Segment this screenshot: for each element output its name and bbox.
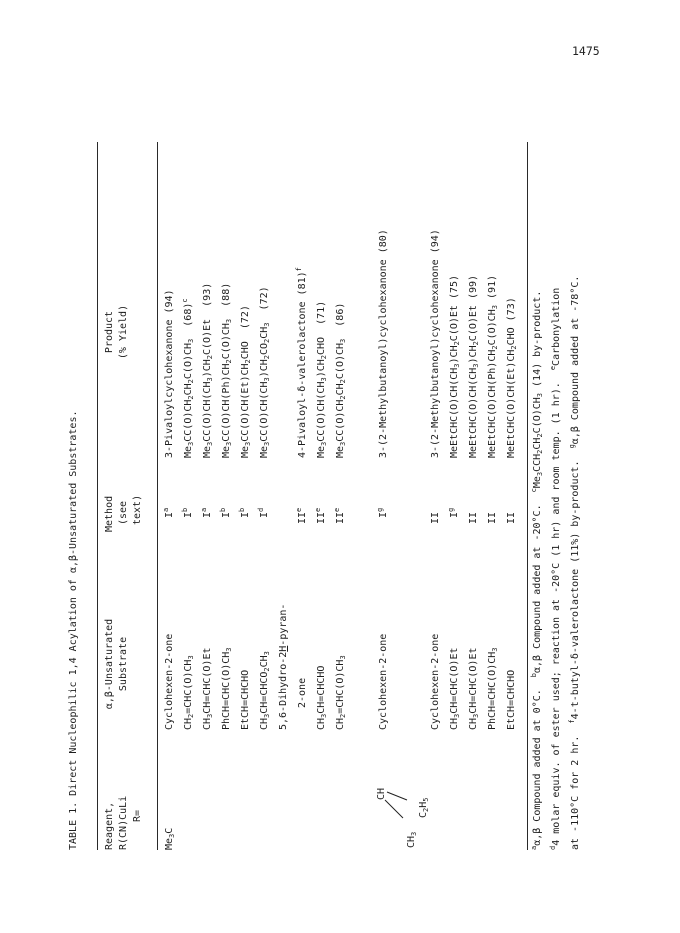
product-cell: $Me_3CC(O)CH_2CH_2C(O)CH_3$ $(68)^c$ xyxy=(181,298,195,458)
substrate-cell-cont: 2-one xyxy=(297,677,308,708)
substrate-cell: 5,6-Dihydro-2H-pyran- xyxy=(278,603,289,730)
product-cell: 4-Pivaloyl-δ-valerolactone $(81)^f$ xyxy=(295,267,308,458)
product-cell: 3-Pivaloylcyclohexanone (94) xyxy=(164,289,175,458)
product-cell: 3-(2-Methylbutanoyl)cyclohexanone (80) xyxy=(378,229,389,458)
method-cell: IIe xyxy=(295,507,308,524)
method-cell: II xyxy=(468,511,479,524)
substrate-cell: Cyclohexen-2-one xyxy=(430,633,441,730)
product-cell: $Me_3CC(O)CH(CH_3)CH_2CHO$ (71) xyxy=(316,300,328,458)
method-cell: $I^b$ xyxy=(238,507,251,518)
rotated-table xyxy=(65,90,585,850)
substrate-cell: $CH_3CH=CHC(O)Et$ xyxy=(449,647,461,730)
substrate-cell: Cyclohexen-2-one xyxy=(164,633,175,730)
product-cell: $Me_3CC(O)CH(CH_3)CH_2C(O)Et$ (93) xyxy=(202,282,214,458)
product-cell: $Me_3CC(O)CH(Ph)CH_2C(O)CH_3$ (88) xyxy=(221,282,233,458)
header-substrate: α,β-Unsaturated Substrate xyxy=(104,618,129,710)
method-cell: $I^a$ xyxy=(200,507,213,518)
method-cell: II xyxy=(506,511,517,524)
substrate-cell: $CH_2=CHC(O)CH_3$ xyxy=(335,655,347,730)
method-cell: $I^a$ xyxy=(162,507,175,518)
product-cell: $Me_3CC(O)CH(CH_3)CH_2CO_2CH_3$ (72) xyxy=(259,286,271,458)
header-product: Product (% Yield) xyxy=(104,304,129,360)
substrate-cell: $CH_3CH=CHCO_2CH_3$ xyxy=(259,651,271,730)
method-cell: IIe xyxy=(314,507,327,524)
substrate-cell: Cyclohexen-2-one xyxy=(378,633,389,730)
method-cell: $I^d$ xyxy=(257,507,270,518)
footnote-line-2: $^d$4 molar equiv. of ester used; reaction at -20°C (1 hr) and room temp. (1 hr). $^e$Carbonylation xyxy=(549,287,562,850)
product-cell: $Me_3CC(O)CH_2CH_2C(O)CH_3$ (86) xyxy=(335,302,347,458)
product-cell: $MeEtCHC(O)CH(CH_3)CH_2C(O)Et$ (75) xyxy=(449,274,461,458)
substrate-cell: $CH_2=CHC(O)CH_3$ xyxy=(183,655,195,730)
page-number: 1475 xyxy=(572,44,600,58)
product-cell: $MeEtCHC(O)CH(Et)CH_2CHO$ (73) xyxy=(506,297,518,458)
rule-header xyxy=(157,142,158,850)
rule-top xyxy=(97,142,98,850)
substrate-cell: $PhCH=CHC(O)CH_3$ xyxy=(487,647,499,730)
product-cell: $MeEtCHC(O)CH(Ph)CH_2C(O)CH_3$ (91) xyxy=(487,274,499,458)
method-cell: II xyxy=(487,511,498,524)
method-cell: IIe xyxy=(333,507,346,524)
method-cell: $I^b$ xyxy=(181,507,194,518)
substrate-cell: EtCH=CHCHO xyxy=(506,669,517,730)
rule-bottom xyxy=(527,142,528,850)
method-cell: $I^g$ xyxy=(376,507,389,518)
substrate-cell: $CH_3CH=CHC(O)Et$ xyxy=(468,647,480,730)
method-cell: II xyxy=(430,511,441,524)
product-cell: $Me_3CC(O)CH(Et)CH_2CHO$ (72) xyxy=(240,305,252,458)
substrate-cell: $CH_3CH=CHCHO$ xyxy=(316,665,328,730)
method-cell: $I^g$ xyxy=(447,507,460,518)
header-reagent: Reagent, R(CN)CuLi R= xyxy=(104,795,143,850)
method-cell: $I^b$ xyxy=(219,507,232,518)
footnote-line-3: at -110°C for 2 hr. $^f$4-t-butyl-δ-valerolactone (11%) by-product. $^g$α,β Compound added at -78°C. xyxy=(568,275,581,850)
footnote-line-1: $^a$α,β Compound added at 0°C. $^b$α,β Compound added at -20°C. $^cMe_3CCH_2CH_2C(O)CH_3$ (14) by-product. xyxy=(530,290,544,850)
product-cell: $MeEtCHC(O)CH(CH_3)CH_2C(O)Et$ (99) xyxy=(468,274,480,458)
header-method: Method (see text) xyxy=(104,494,143,532)
reagent-2-butyl: CH $CH_3$ $C_2H_5$ xyxy=(375,748,455,848)
reagent-tbutyl: $Me_3C$ xyxy=(164,827,176,850)
substrate-cell: EtCH=CHCHO xyxy=(240,669,251,730)
substrate-cell: $CH_3CH=CHC(O)Et$ xyxy=(202,647,214,730)
product-cell: 3-(2-Methylbutanoyl)cyclohexanone (94) xyxy=(430,229,441,458)
substrate-cell: $PhCH=CHC(O)CH_3$ xyxy=(221,647,233,730)
table-title: TABLE 1. Direct Nucleophilic 1,4 Acylation of α,β-Unsaturated Substrates. xyxy=(68,410,79,850)
